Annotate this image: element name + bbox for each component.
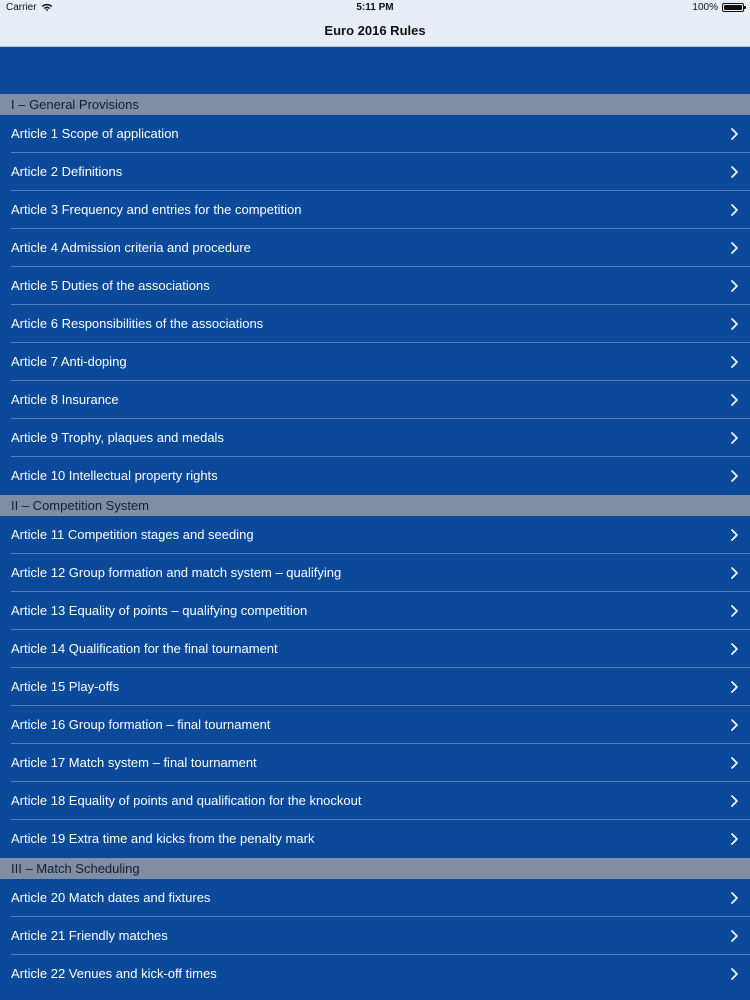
article-row[interactable] — [0, 115, 750, 153]
article-row[interactable] — [0, 516, 750, 554]
article-label: Article 10 Intellectual property rights — [11, 468, 218, 483]
section-header: III – Match Scheduling — [0, 858, 750, 879]
article-row[interactable] — [0, 305, 750, 343]
chevron-right-icon — [730, 930, 740, 942]
chevron-right-icon — [730, 681, 740, 693]
chevron-right-icon — [730, 968, 740, 980]
battery-percent: 100% — [692, 2, 718, 13]
chevron-right-icon — [730, 318, 740, 330]
chevron-right-icon — [730, 833, 740, 845]
carrier-label: Carrier — [6, 2, 37, 13]
article-row[interactable] — [0, 381, 750, 419]
chevron-right-icon — [730, 470, 740, 482]
article-label: Article 8 Insurance — [11, 392, 119, 407]
article-row[interactable] — [0, 343, 750, 381]
article-row[interactable] — [0, 782, 750, 820]
chevron-right-icon — [730, 204, 740, 216]
article-label: Article 21 Friendly matches — [11, 928, 168, 943]
chevron-right-icon — [730, 892, 740, 904]
article-row[interactable] — [0, 267, 750, 305]
article-row[interactable] — [0, 879, 750, 917]
article-row[interactable] — [0, 229, 750, 267]
article-label: Article 6 Responsibilities of the associations — [11, 316, 264, 331]
section-header: II – Competition System — [0, 495, 750, 516]
article-row[interactable] — [0, 917, 750, 955]
chevron-right-icon — [730, 128, 740, 140]
article-label: Article 15 Play-offs — [11, 679, 120, 694]
rules-list — [0, 94, 750, 993]
article-label: Article 11 Competition stages and seeding — [11, 527, 254, 542]
article-label: Article 13 Equality of points – qualifying competition — [11, 603, 308, 618]
article-row[interactable] — [0, 668, 750, 706]
article-row[interactable] — [0, 820, 750, 858]
article-row[interactable] — [0, 191, 750, 229]
chevron-right-icon — [730, 280, 740, 292]
chevron-right-icon — [730, 795, 740, 807]
article-label: Article 2 Definitions — [11, 164, 123, 179]
article-label: Article 9 Trophy, plaques and medals — [11, 430, 224, 445]
article-label: Article 14 Qualification for the final tournament — [11, 641, 278, 656]
article-label: Article 4 Admission criteria and procedure — [11, 240, 251, 255]
article-row[interactable] — [0, 592, 750, 630]
section-header: I – General Provisions — [0, 94, 750, 115]
chevron-right-icon — [730, 719, 740, 731]
article-label: Article 12 Group formation and match system – qualifying — [11, 565, 342, 580]
chevron-right-icon — [730, 567, 740, 579]
chevron-right-icon — [730, 432, 740, 444]
chevron-right-icon — [730, 643, 740, 655]
article-label: Article 5 Duties of the associations — [11, 278, 210, 293]
battery-icon — [722, 3, 744, 12]
article-label: Article 22 Venues and kick-off times — [11, 966, 217, 981]
chevron-right-icon — [730, 356, 740, 368]
page-title: Euro 2016 Rules — [324, 23, 426, 38]
article-row[interactable] — [0, 706, 750, 744]
status-bar — [0, 0, 750, 15]
article-label: Article 17 Match system – final tournament — [11, 755, 257, 770]
chevron-right-icon — [730, 757, 740, 769]
article-row[interactable] — [0, 630, 750, 668]
article-label: Article 1 Scope of application — [11, 126, 179, 141]
article-row[interactable] — [0, 153, 750, 191]
chevron-right-icon — [730, 529, 740, 541]
article-row[interactable] — [0, 419, 750, 457]
article-label: Article 19 Extra time and kicks from the penalty mark — [11, 831, 315, 846]
top-spacer — [0, 47, 750, 94]
article-row[interactable] — [0, 955, 750, 993]
article-label: Article 3 Frequency and entries for the competition — [11, 202, 302, 217]
chevron-right-icon — [730, 242, 740, 254]
chevron-right-icon — [730, 166, 740, 178]
article-row[interactable] — [0, 744, 750, 782]
article-label: Article 16 Group formation – final tournament — [11, 717, 271, 732]
article-row[interactable] — [0, 457, 750, 495]
article-label: Article 20 Match dates and fixtures — [11, 890, 211, 905]
chevron-right-icon — [730, 605, 740, 617]
article-row[interactable] — [0, 554, 750, 592]
status-right — [692, 2, 744, 13]
article-label: Article 18 Equality of points and qualification for the knockout — [11, 793, 362, 808]
navigation-bar — [0, 15, 750, 47]
status-time: 5:11 PM — [356, 2, 394, 13]
article-label: Article 7 Anti-doping — [11, 354, 127, 369]
chevron-right-icon — [730, 394, 740, 406]
